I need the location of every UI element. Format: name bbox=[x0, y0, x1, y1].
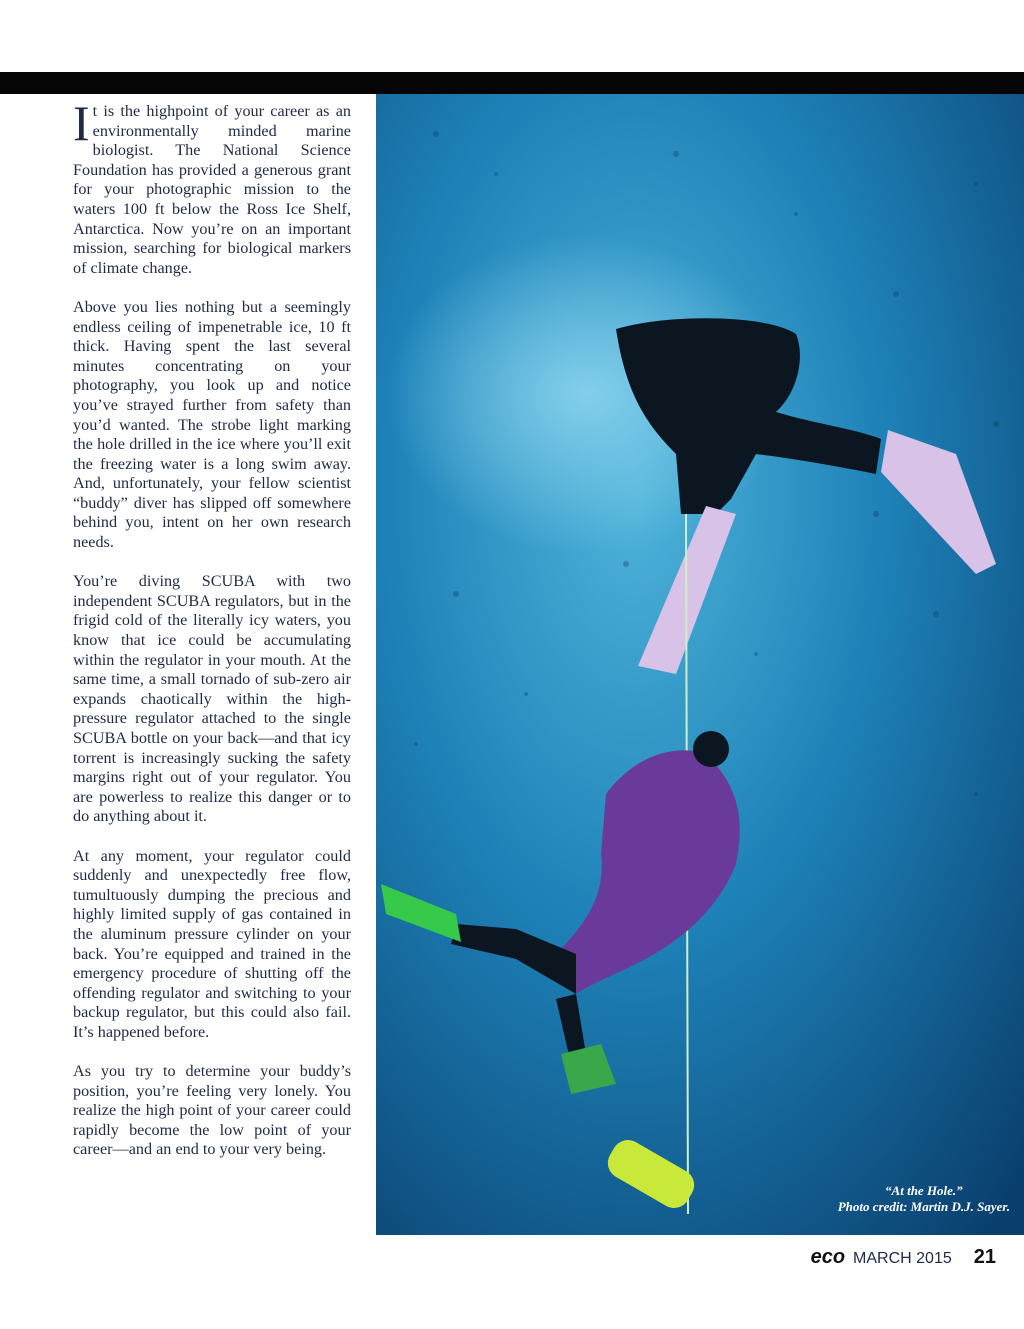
photo-caption bbox=[838, 1183, 1010, 1215]
drop-cap: I bbox=[73, 95, 90, 151]
under-ice-divers-photo bbox=[376, 94, 1024, 1235]
caption-title: “At the Hole.” bbox=[885, 1183, 963, 1198]
caption-credit: Photo credit: Martin D.J. Sayer. bbox=[837, 1199, 1010, 1214]
article-paragraph: Above you lies nothing but a seemingly endless ceiling of impenetrable ice, 10 ft thick. Having spent the last several minutes concentrating on your photography, you look up and notice you’ve strayed further from safety than you’d wanted. The strobe light marking the hole drilled in the ice where you’ll exit the freezing water is a long swim away. And, unfortunately, your fellow scientist “buddy” diver has slipped off somewhere behind you, intent on her own research needs. bbox=[73, 297, 351, 552]
article-body bbox=[73, 95, 351, 1180]
article-paragraph: It is the highpoint of your career as an environmentally minded marine biologist. The National Science Foundation has provided a generous grant for your photographic mission to the waters 100 ft below the Ross Ice Shelf, Antarctica. Now you’re on an important mission, searching for biological markers of climate change. bbox=[73, 95, 351, 277]
magazine-brand: eco bbox=[810, 1246, 846, 1268]
page-number: 21 bbox=[973, 1246, 996, 1268]
article-paragraph: As you try to determine your buddy’s position, you’re feeling very lonely. You realize the high point of your career could rapidly become the low point of your career—and an end to your very being. bbox=[73, 1062, 351, 1159]
article-paragraph: At any moment, your regulator could suddenly and unexpectedly free flow, tumultuously dumping the precious and highly limited supply of gas contained in the aluminum pressure cylinder on your back. You’re equipped and trained in the emergency procedure of shutting off the offending regulator and switching to your backup regulator, but this could also fail. It’s happened before. bbox=[73, 846, 351, 1041]
top-black-rule bbox=[0, 72, 1024, 94]
article-paragraph: You’re diving SCUBA with two independent SCUBA regulators, but in the frigid cold of the literally icy waters, you know that ice could be accumulating within the regulator in your mouth. At the same time, a small tornado of sub-zero air expands chaotically within the high-pressure regulator attached to the single SCUBA bottle on your back—and that icy torrent is increasingly sucking the safety margins right out of your regulator. You are powerless to realize this danger or to do anything about it. bbox=[73, 572, 351, 826]
page-footer bbox=[811, 1246, 996, 1272]
issue-date: MARCH 2015 bbox=[853, 1250, 952, 1267]
